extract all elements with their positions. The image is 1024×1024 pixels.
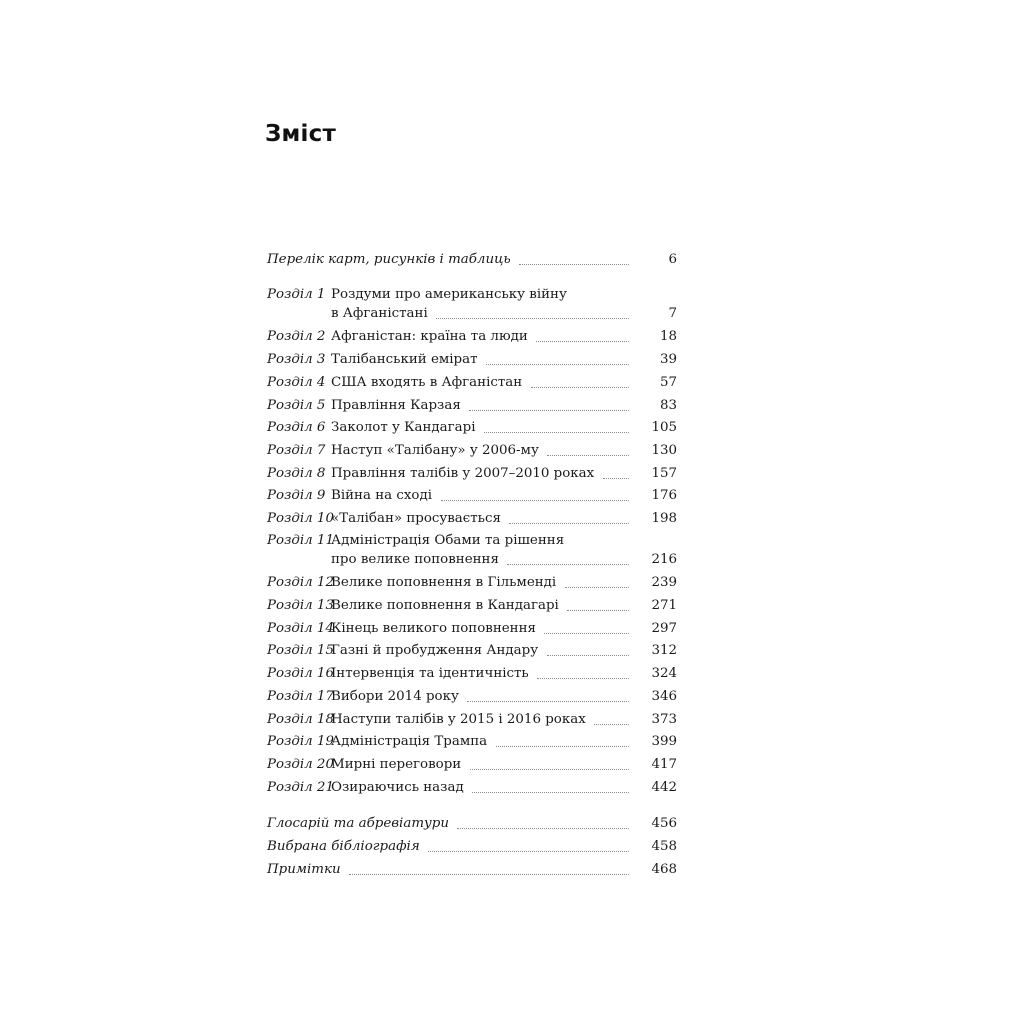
dot-leader bbox=[441, 500, 629, 501]
toc-page-number: 57 bbox=[659, 375, 677, 390]
toc-page-number: 239 bbox=[651, 575, 677, 590]
dot-leader bbox=[547, 455, 629, 456]
toc-entry-chapter-15[interactable] bbox=[267, 643, 677, 663]
dot-leader bbox=[457, 828, 629, 829]
dot-leader bbox=[544, 633, 629, 634]
toc-page-number: 18 bbox=[659, 329, 677, 344]
toc-entry-chapter-10[interactable] bbox=[267, 511, 677, 531]
toc-page-number: 216 bbox=[651, 552, 677, 567]
toc-page-number: 456 bbox=[651, 816, 677, 831]
toc-entry-chapter-9[interactable] bbox=[267, 488, 677, 508]
toc-entry-maps[interactable] bbox=[267, 252, 677, 272]
chapter-title: Вибори 2014 року bbox=[331, 689, 459, 704]
dot-leader bbox=[603, 478, 629, 479]
toc-entry-chapter-21[interactable] bbox=[267, 780, 677, 800]
dot-leader bbox=[536, 341, 629, 342]
toc-entry-chapter-1[interactable] bbox=[267, 287, 677, 327]
chapter-label: Розділ 15 bbox=[267, 643, 334, 658]
toc-entry-bibliography[interactable] bbox=[267, 839, 677, 859]
chapter-label: Розділ 11 bbox=[267, 533, 334, 548]
dot-leader bbox=[507, 564, 629, 565]
dot-leader bbox=[509, 523, 629, 524]
chapter-label: Розділ 9 bbox=[267, 488, 326, 503]
chapter-label: Розділ 18 bbox=[267, 712, 334, 727]
toc-page-number: 157 bbox=[651, 466, 677, 481]
toc-entry-chapter-19[interactable] bbox=[267, 734, 677, 754]
toc-page-number: 417 bbox=[651, 757, 677, 772]
dot-leader bbox=[594, 724, 629, 725]
chapter-title: Роздуми про американську війну bbox=[331, 287, 567, 302]
dot-leader bbox=[472, 792, 629, 793]
page-title: Зміст bbox=[265, 121, 336, 147]
chapter-label: Розділ 2 bbox=[267, 329, 326, 344]
toc-entry-chapter-3[interactable] bbox=[267, 352, 677, 372]
toc-entry-chapter-14[interactable] bbox=[267, 621, 677, 641]
toc-page-number: 176 bbox=[651, 488, 677, 503]
chapter-title: Велике поповнення в Гільменді bbox=[331, 575, 557, 590]
chapter-label: Розділ 13 bbox=[267, 598, 334, 613]
toc-entry-chapter-18[interactable] bbox=[267, 712, 677, 732]
chapter-label: Розділ 12 bbox=[267, 575, 334, 590]
dot-leader bbox=[531, 387, 629, 388]
chapter-label: Розділ 20 bbox=[267, 757, 334, 772]
chapter-title: Інтервенція та ідентичність bbox=[331, 666, 529, 681]
toc-entry-chapter-2[interactable] bbox=[267, 329, 677, 349]
chapter-label: Розділ 5 bbox=[267, 398, 326, 413]
chapter-label: Розділ 1 bbox=[267, 287, 326, 302]
chapter-label: Розділ 16 bbox=[267, 666, 334, 681]
chapter-label: Розділ 6 bbox=[267, 420, 326, 435]
chapter-title: Адміністрація Трампа bbox=[331, 734, 488, 749]
toc-page-number: 297 bbox=[651, 621, 677, 636]
chapter-title: Наступ «Талібану» у 2006-му bbox=[331, 443, 539, 458]
toc-page-number: 346 bbox=[651, 689, 677, 704]
dot-leader bbox=[519, 264, 629, 265]
toc-page-number: 271 bbox=[651, 598, 677, 613]
toc-entry-label: Перелік карт, рисунків і таблиць bbox=[267, 252, 511, 267]
toc-page-number: 39 bbox=[659, 352, 677, 367]
toc-entry-chapter-20[interactable] bbox=[267, 757, 677, 777]
toc-entry-chapter-6[interactable] bbox=[267, 420, 677, 440]
chapter-title: Кінець великого поповнення bbox=[331, 621, 536, 636]
dot-leader bbox=[496, 746, 629, 747]
chapter-title: Озираючись назад bbox=[331, 780, 464, 795]
chapter-title: США входять в Афганістан bbox=[331, 375, 523, 390]
chapter-title: Війна на сході bbox=[331, 488, 433, 503]
toc-entry-label: Глосарій та абревіатури bbox=[267, 816, 449, 831]
chapter-label: Розділ 14 bbox=[267, 621, 334, 636]
toc-page-number: 198 bbox=[651, 511, 677, 526]
toc-page-number: 6 bbox=[668, 252, 677, 267]
dot-leader bbox=[486, 364, 629, 365]
chapter-label: Розділ 8 bbox=[267, 466, 326, 481]
dot-leader bbox=[349, 874, 629, 875]
dot-leader bbox=[565, 587, 629, 588]
toc-entry-chapter-8[interactable] bbox=[267, 466, 677, 486]
toc-entry-chapter-16[interactable] bbox=[267, 666, 677, 686]
chapter-title: Правління Карзая bbox=[331, 398, 461, 413]
toc-entry-glossary[interactable] bbox=[267, 816, 677, 836]
chapter-label: Розділ 21 bbox=[267, 780, 334, 795]
toc-page-number: 442 bbox=[651, 780, 677, 795]
toc-page-number: 468 bbox=[651, 862, 677, 877]
toc-page-number: 373 bbox=[651, 712, 677, 727]
toc-entry-chapter-12[interactable] bbox=[267, 575, 677, 595]
toc-page-number: 458 bbox=[651, 839, 677, 854]
dot-leader bbox=[537, 678, 629, 679]
toc-page-number: 324 bbox=[651, 666, 677, 681]
chapter-title: Талібанський емірат bbox=[331, 352, 478, 367]
chapter-title: Афганістан: країна та люди bbox=[331, 329, 528, 344]
toc-page-number: 312 bbox=[651, 643, 677, 658]
toc-entry-label: Примітки bbox=[267, 862, 341, 877]
chapter-title-line-2: в Афганістані bbox=[331, 306, 428, 321]
toc-entry-chapter-13[interactable] bbox=[267, 598, 677, 618]
toc-entry-chapter-11[interactable] bbox=[267, 533, 677, 573]
chapter-label: Розділ 4 bbox=[267, 375, 326, 390]
chapter-title: Адміністрація Обами та рішення bbox=[331, 533, 565, 548]
chapter-title: Правління талібів у 2007–2010 роках bbox=[331, 466, 595, 481]
toc-page-number: 83 bbox=[659, 398, 677, 413]
toc-page-number: 105 bbox=[651, 420, 677, 435]
toc-entry-notes[interactable] bbox=[267, 862, 677, 882]
chapter-title-line-2: про велике поповнення bbox=[331, 552, 499, 567]
dot-leader bbox=[470, 769, 629, 770]
toc-entry-chapter-17[interactable] bbox=[267, 689, 677, 709]
toc-entry-chapter-5[interactable] bbox=[267, 398, 677, 418]
dot-leader bbox=[484, 432, 629, 433]
toc-entry-chapter-4[interactable] bbox=[267, 375, 677, 395]
chapter-label: Розділ 10 bbox=[267, 511, 334, 526]
dot-leader bbox=[567, 610, 629, 611]
chapter-title: Мирні переговори bbox=[331, 757, 462, 772]
dot-leader bbox=[467, 701, 629, 702]
chapter-label: Розділ 17 bbox=[267, 689, 334, 704]
chapter-title: Газні й пробудження Андару bbox=[331, 643, 539, 658]
toc-page-number: 130 bbox=[651, 443, 677, 458]
toc-entry-label: Вибрана бібліографія bbox=[267, 839, 420, 854]
toc-entry-chapter-7[interactable] bbox=[267, 443, 677, 463]
toc-page-number: 7 bbox=[668, 306, 677, 321]
chapter-title: Велике поповнення в Кандагарі bbox=[331, 598, 559, 613]
chapter-label: Розділ 3 bbox=[267, 352, 326, 367]
toc-page-number: 399 bbox=[651, 734, 677, 749]
dot-leader bbox=[547, 655, 629, 656]
chapter-label: Розділ 19 bbox=[267, 734, 334, 749]
chapter-title: Наступи талібів у 2015 і 2016 роках bbox=[331, 712, 586, 727]
dot-leader bbox=[428, 851, 629, 852]
chapter-title: «Талібан» просувається bbox=[331, 511, 501, 526]
chapter-title: Заколот у Кандагарі bbox=[331, 420, 476, 435]
dot-leader bbox=[436, 318, 629, 319]
chapter-label: Розділ 7 bbox=[267, 443, 326, 458]
dot-leader bbox=[469, 410, 629, 411]
